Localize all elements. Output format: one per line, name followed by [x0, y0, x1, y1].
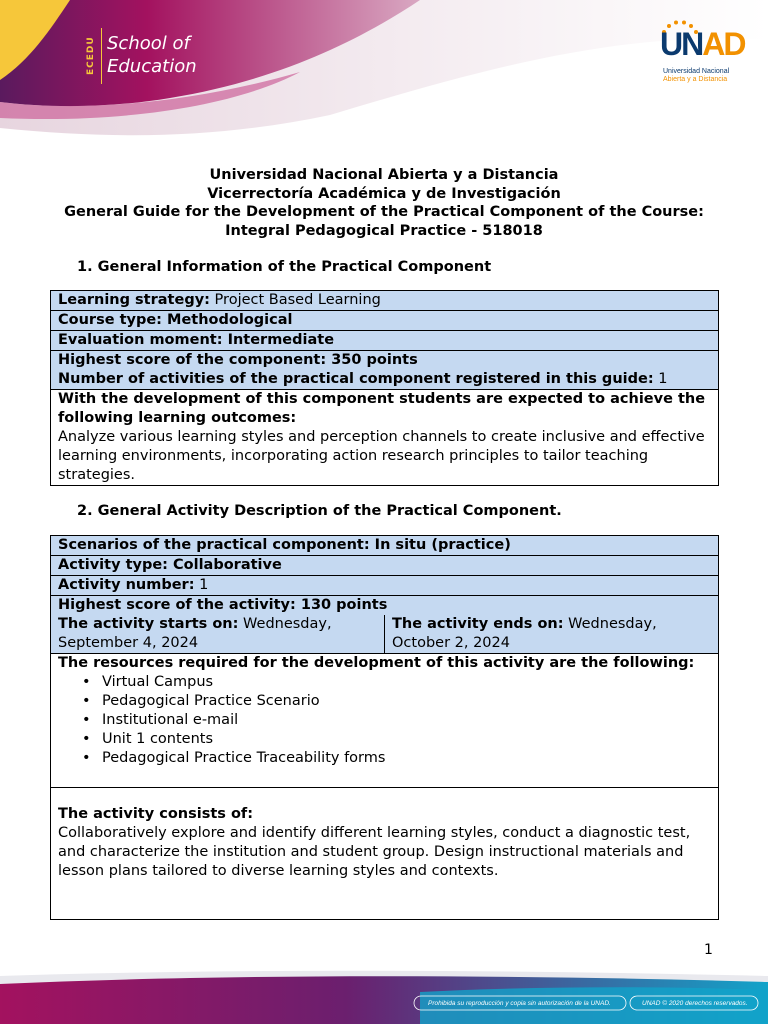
learning-outcomes-label: With the development of this component students are expected to achieve the following learning outcomes: [58, 391, 706, 426]
table-row [51, 576, 719, 596]
table-row [51, 390, 719, 486]
activity-start-label: The activity starts on: [58, 616, 239, 632]
table-row [51, 351, 719, 390]
activity-end-cell [385, 615, 719, 654]
unad-wordmark [660, 26, 744, 63]
section2-heading: 2. General Activity Description of the Practical Component. [77, 503, 562, 519]
component-score-cell [51, 351, 719, 390]
general-info-table [50, 290, 719, 486]
activity-start-value: Wednesday, September 4, 2024 [58, 616, 332, 651]
document-title-block [40, 166, 728, 240]
activity-number-label: Activity number: [58, 577, 195, 593]
scenarios-cell: Scenarios of the practical component: In situ (practice) [51, 536, 719, 556]
unad-full-name [663, 68, 729, 84]
resources-label: The resources required for the development of this activity are the following: [58, 655, 695, 671]
table-row [51, 291, 719, 311]
list-item: • Institutional e-mail [80, 711, 711, 730]
school-line1: School of [107, 33, 190, 54]
course-type-cell: Course type: Methodological [51, 311, 719, 331]
title-line1: Universidad Nacional Abierta y a Distancia [209, 167, 559, 183]
title-line2: Vicerrectoría Académica y de Investigación [207, 185, 561, 202]
unad-letters-ad: AD [702, 26, 745, 62]
table-row [51, 615, 719, 654]
footer-wave-graphic [0, 968, 768, 1024]
activity-start-cell [51, 615, 385, 654]
header-banner [0, 0, 768, 140]
learning-outcomes-text: Analyze various learning styles and perception channels to create inclusive and effective learning environments, incorporating action research principles to tailor teaching strategies. [58, 429, 705, 483]
unad-letter-u: U [660, 26, 682, 62]
unad-logo [660, 20, 748, 90]
learning-strategy-label: Learning strategy: [58, 292, 210, 308]
activity-number-value: 1 [194, 577, 209, 593]
activity-consists-text: Collaboratively explore and identify different learning styles, conduct a diagnostic test, and characterize the institution and student group. Design instructional materials and lesson plans tailored to diverse learning styles and contexts. [58, 825, 691, 879]
activity-end-value: Wednesday, October 2, 2024 [392, 616, 657, 651]
activity-type-cell: Activity type: Collaborative [51, 556, 719, 576]
activity-description-table [50, 535, 719, 920]
table-row [51, 556, 719, 576]
activity-number-cell [51, 576, 719, 596]
learning-outcomes-cell [51, 390, 719, 486]
activity-consists-label: The activity consists of: [58, 806, 254, 822]
resources-cell [51, 654, 719, 788]
learning-strategy-value: Project Based Learning [209, 292, 381, 308]
table-row [51, 311, 719, 331]
unad-name-line1: Universidad Nacional [663, 68, 730, 75]
list-item: • Unit 1 contents [80, 730, 711, 749]
activities-count-value: 1 [653, 371, 668, 387]
resources-list [58, 673, 711, 768]
list-item: • Virtual Campus [80, 673, 711, 692]
activity-consists-cell [51, 788, 719, 920]
table-row [51, 331, 719, 351]
footer-banner [0, 968, 768, 1024]
unad-letter-n: N [681, 26, 703, 62]
school-line2: Education [107, 56, 197, 77]
component-highest-score: Highest score of the component: 350 points [58, 352, 418, 368]
ecedu-divider [101, 28, 102, 84]
table-row [51, 536, 719, 556]
page-number: 1 [704, 942, 713, 958]
table-row [51, 596, 719, 616]
activities-count-label: Number of activities of the practical component registered in this guide: [58, 371, 654, 387]
evaluation-moment-cell: Evaluation moment: Intermediate [51, 331, 719, 351]
list-item: • Pedagogical Practice Scenario [80, 692, 711, 711]
learning-strategy-cell [51, 291, 719, 311]
list-item: • Pedagogical Practice Traceability forms [80, 749, 711, 768]
activity-score-cell: Highest score of the activity: 130 points [51, 596, 719, 616]
table-row [51, 654, 719, 788]
ecedu-label: ECEDU [86, 36, 96, 76]
footer-copyright: UNAD © 2020 derechos reservados. [642, 1000, 748, 1007]
activity-end-label: The activity ends on: [392, 616, 564, 632]
footer-reproduction-notice: Prohibida su reproducción y copia sin autorización de la UNAD. [428, 1000, 611, 1007]
unad-name-line2: Abierta y a Distancia [663, 76, 728, 83]
school-of-education-logo [107, 32, 197, 78]
title-line4: Integral Pedagogical Practice - 518018 [225, 222, 543, 239]
table-row [51, 788, 719, 920]
section1-heading: 1. General Information of the Practical Component [77, 259, 492, 275]
title-line3: General Guide for the Development of the Practical Component of the Course: [64, 204, 704, 221]
